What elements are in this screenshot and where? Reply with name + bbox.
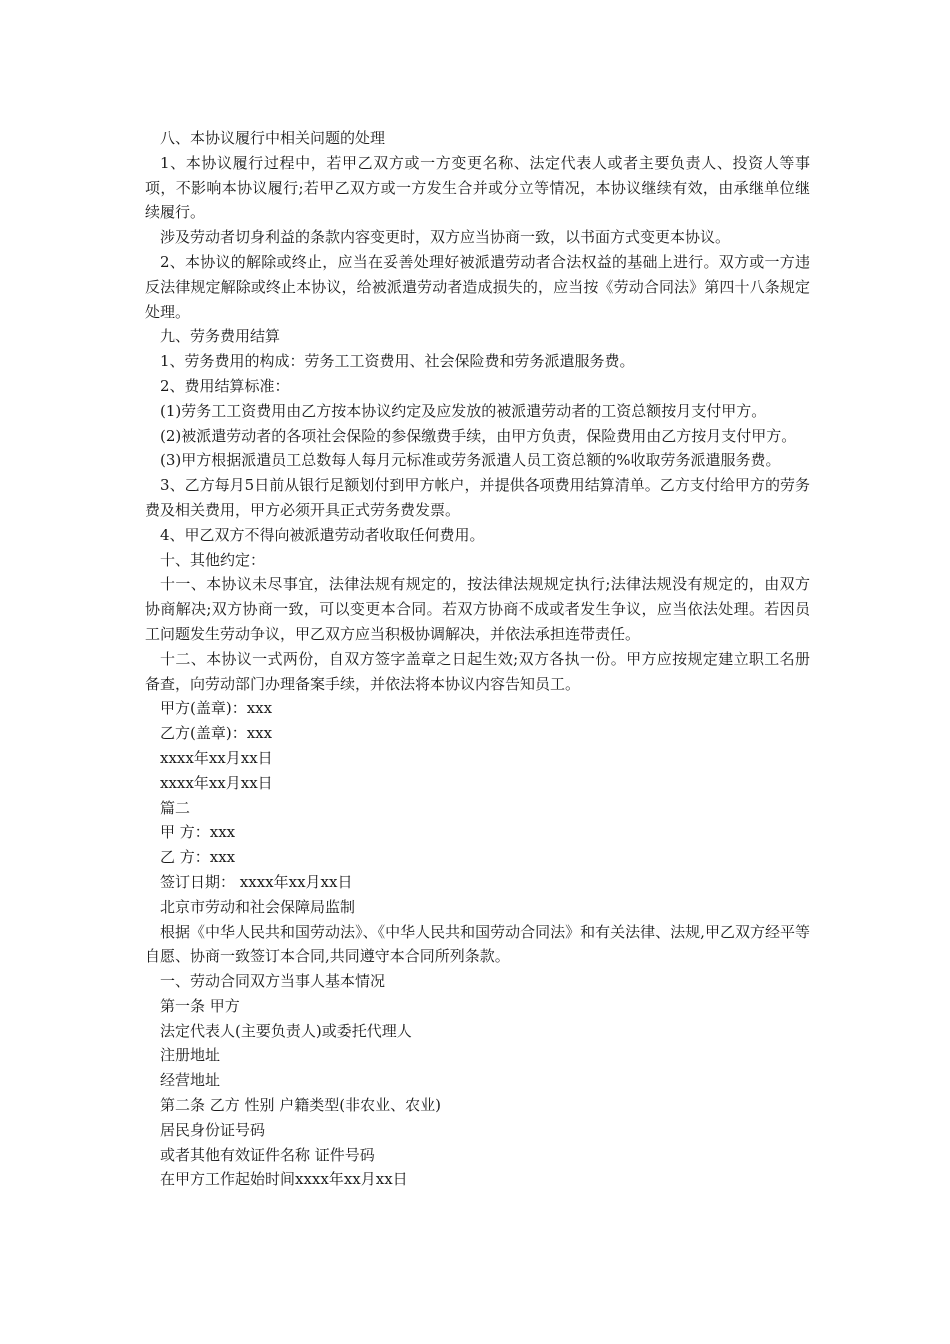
part-heading: 篇二 bbox=[160, 798, 191, 817]
supervisor-line: 北京市劳动和社会保障局监制 bbox=[160, 897, 356, 916]
paragraph: (3)甲方根据派遣员工总数每人每月元标准或劳务派遣人员工资总额的%收取劳务派遣服务费。 bbox=[160, 451, 781, 470]
document-body bbox=[145, 126, 810, 1192]
article-2-line: 第二条 乙方 性别 户籍类型(非农业、农业) bbox=[160, 1096, 442, 1115]
paragraph: 3、乙方每月5日前从银行足额划付到甲方帐户，并提供各项费用结算清单。乙方支付给甲方的劳务费及相关费用，甲方必须开具正式劳务费发票。 bbox=[145, 476, 810, 519]
form-field-line: 法定代表人(主要负责人)或委托代理人 bbox=[160, 1021, 412, 1040]
section-heading-10: 十、其他约定： bbox=[160, 550, 266, 569]
signature-date: xxxx年xx月xx日 bbox=[160, 773, 273, 792]
paragraph: 1、本协议履行过程中，若甲乙双方或一方变更名称、法定代表人或者主要负责人、投资人等事项，不影响本协议履行;若甲乙双方或一方发生合并或分立等情况，本协议继续有效，由承继单位继续履行。 bbox=[145, 153, 810, 222]
form-field-line: 在甲方工作起始时间xxxx年xx月xx日 bbox=[160, 1170, 408, 1189]
paragraph: (2)被派遣劳动者的各项社会保险的参保缴费手续，由甲方负责，保险费用由乙方按月支付甲方。 bbox=[160, 426, 797, 445]
form-field-line: 或者其他有效证件名称 证件号码 bbox=[160, 1145, 375, 1164]
paragraph: 十二、本协议一式两份，自双方签字盖章之日起生效;双方各执一份。甲方应按规定建立职工名册备查，向劳动部门办理备案手续，并依法将本协议内容告知员工。 bbox=[145, 649, 810, 693]
paragraph: 2、本协议的解除或终止，应当在妥善处理好被派遣劳动者合法权益的基础上进行。双方或一方违反法律规定解除或终止本协议，给被派遣劳动者造成损失的，应当按《劳动合同法》第四十八条规定处理。 bbox=[145, 252, 810, 321]
paragraph: 1、劳务费用的构成：劳务工工资费用、社会保险费和劳务派遣服务费。 bbox=[160, 352, 635, 371]
section-heading-8: 八、本协议履行中相关问题的处理 bbox=[160, 129, 386, 147]
section-heading-9: 九、劳务费用结算 bbox=[160, 327, 281, 346]
signing-date-line: 签订日期： xxxx年xx月xx日 bbox=[160, 872, 353, 891]
party-a-line: 甲 方：xxx bbox=[160, 823, 236, 842]
paragraph: 涉及劳动者切身利益的条款内容变更时，双方应当协商一致，以书面方式变更本协议。 bbox=[160, 228, 731, 247]
signature-party-b: 乙方(盖章)：xxx bbox=[160, 724, 273, 743]
form-field-line: 居民身份证号码 bbox=[160, 1120, 266, 1139]
section-heading-1: 一、劳动合同双方当事人基本情况 bbox=[160, 972, 386, 991]
form-field-line: 经营地址 bbox=[160, 1071, 221, 1090]
paragraph: 2、费用结算标准： bbox=[160, 376, 290, 395]
paragraph: 十一、本协议未尽事宜，法律法规有规定的，按法律法规规定执行;法律法规没有规定的，由双方协商解决;双方协商一致，可以变更本合同。若双方协商不成或者发生争议，应当依法处理。若因员工问题发生劳动争议，甲乙双方应当积极协调解决，并依法承担连带责任。 bbox=[145, 575, 810, 643]
party-b-line: 乙 方：xxx bbox=[160, 848, 236, 867]
paragraph: 4、甲乙双方不得向被派遣劳动者收取任何费用。 bbox=[160, 525, 485, 544]
signature-party-a: 甲方(盖章)：xxx bbox=[160, 699, 273, 718]
form-field-line: 注册地址 bbox=[160, 1046, 221, 1065]
paragraph: 根据《中华人民共和国劳动法》、《中华人民共和国劳动合同法》和有关法律、法规,甲乙双方经平等自愿、协商一致签订本合同,共同遵守本合同所列条款。 bbox=[145, 922, 810, 966]
paragraph: (1)劳务工工资费用由乙方按本协议约定及应发放的被派遣劳动者的工资总额按月支付甲方。 bbox=[160, 401, 767, 420]
article-1-line: 第一条 甲方 bbox=[160, 996, 240, 1015]
signature-date: xxxx年xx月xx日 bbox=[160, 748, 273, 767]
